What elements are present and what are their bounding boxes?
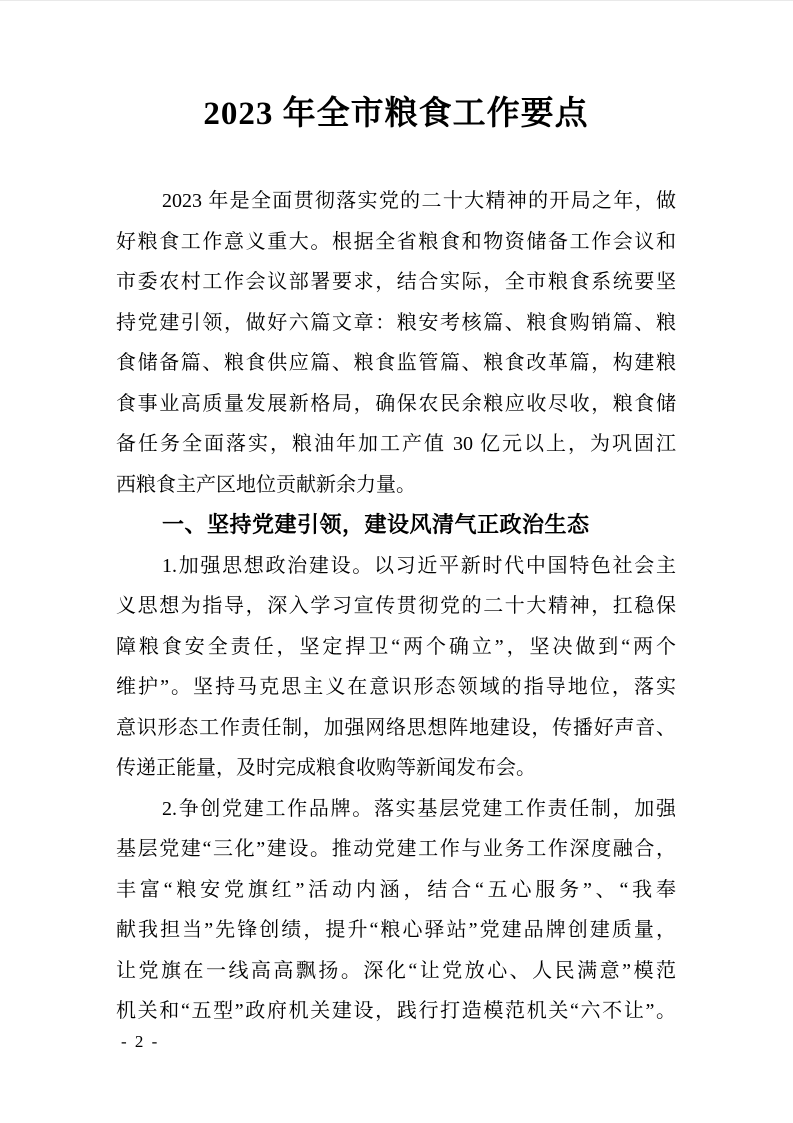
paragraph-line: 2.争创党建工作品牌。落实基层党建工作责任制，加强 [162, 797, 676, 820]
paragraph-line: 好粮食工作意义重大。根据全省粮食和物资储备工作会议和 [116, 230, 676, 253]
paragraph-line: 维护”。坚持马克思主义在意识形态领域的指导地位，落实 [116, 676, 676, 698]
section-heading [116, 505, 676, 546]
document-content [116, 91, 676, 1032]
paragraph-line: 义思想为指导，深入学习宣传贯彻党的二十大精神，扛稳保 [116, 595, 676, 617]
paragraph-line: 献我担当”先锋创绩，提升“粮心驿站”党建品牌创建质量， [116, 919, 676, 941]
paragraph-line: 基层党建“三化”建设。推动党建工作与业务工作深度融合， [116, 838, 676, 860]
paragraph [116, 546, 676, 789]
paragraph-line: 丰富“粮安党旗红”活动内涵，结合“五心服务”、“我奉 [116, 878, 676, 901]
paragraph-line: 备任务全面落实，粮油年加工产值 30 亿元以上，为巩固江 [116, 433, 676, 455]
page-number: - 2 - [121, 1032, 160, 1051]
document-title: 2023 年全市粮食工作要点 [203, 96, 589, 132]
paragraph-line: 2023 年是全面贯彻落实党的二十大精神的开局之年，做 [162, 190, 676, 212]
paragraph-line: 让党旗在一线高高飘扬。深化“让党放心、人民满意”模范 [116, 959, 676, 982]
paragraph-line: 西粮食主产区地位贡献新余力量。 [116, 473, 416, 496]
paragraph-line: 食事业高质量发展新格局，确保农民余粮应收尽收，粮食储 [116, 392, 676, 415]
paragraph-line: 意识形态工作责任制，加强网络思想阵地建设，传播好声音、 [116, 716, 676, 739]
paragraph-line: 食储备篇、粮食供应篇、粮食监管篇、粮食改革篇，构建粮 [116, 352, 676, 374]
paragraph [116, 789, 676, 1032]
paragraph-line: 1.加强思想政治建设。以习近平新时代中国特色社会主 [162, 554, 676, 577]
paragraph [116, 181, 676, 505]
document-body [116, 181, 676, 1032]
paragraph-line: 市委农村工作会议部署要求，结合实际，全市粮食系统要坚 [116, 271, 676, 293]
paragraph-line: 传递正能量，及时完成粮食收购等新闻发布会。 [116, 757, 536, 779]
paragraph-line: 机关和“五型”政府机关建设，践行打造模范机关“六不让”。 [116, 1000, 676, 1022]
paragraph-line: 持党建引领，做好六篇文章：粮安考核篇、粮食购销篇、粮 [116, 311, 676, 334]
paragraph-line: 障粮食安全责任，坚定捍卫“两个确立”，坚决做到“两个 [116, 635, 676, 658]
section-heading-text: 一、坚持党建引领，建设风清气正政治生态 [162, 512, 590, 537]
